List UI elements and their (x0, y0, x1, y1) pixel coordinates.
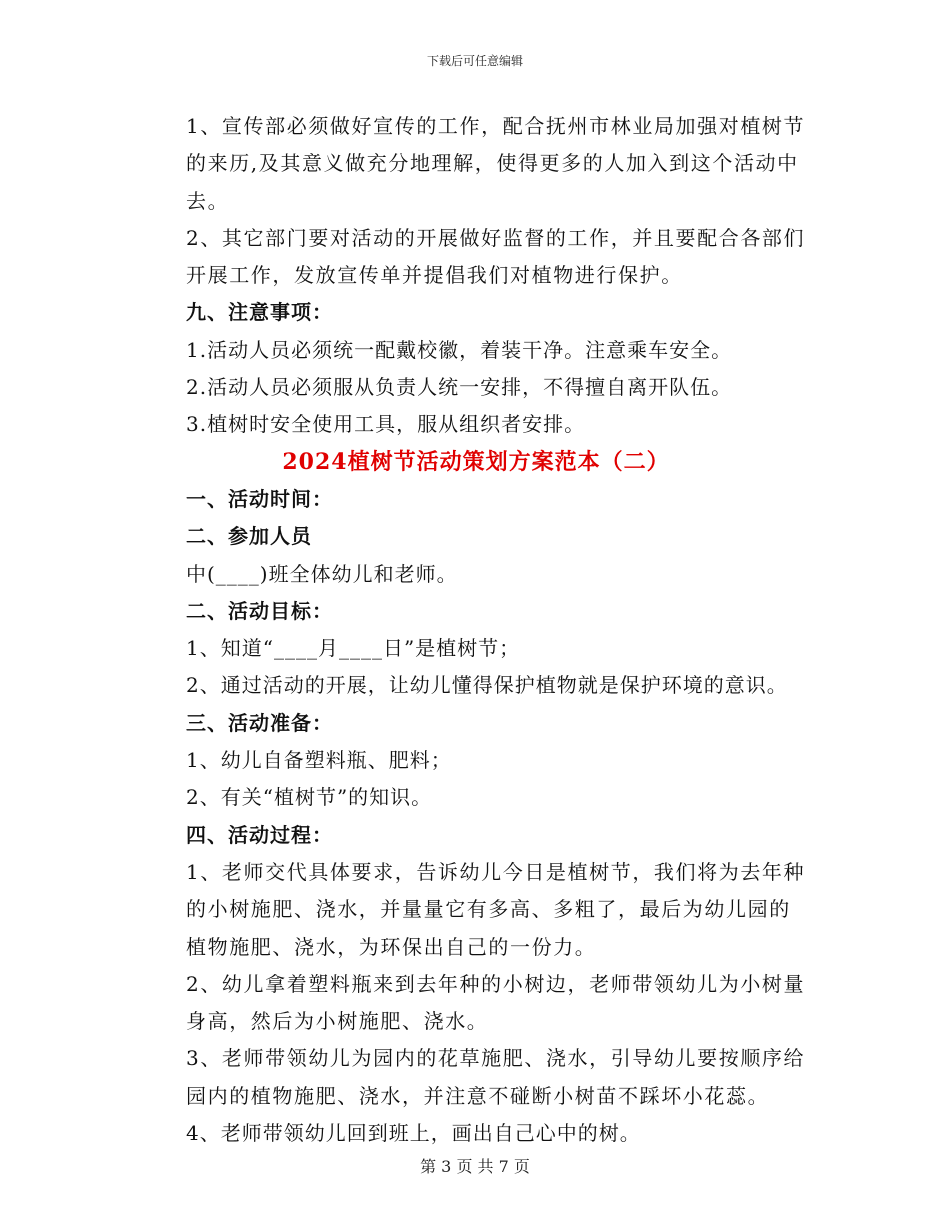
preparation-item-1: 1、幼儿自备塑料瓶、肥料； (186, 748, 452, 773)
process-item-2: 2、幼儿拿着塑料瓶来到去年种的小树边，老师带领幼儿为小树量身高，然后为小树施肥、浇水。 (186, 971, 806, 1034)
document-body (142, 108, 810, 1152)
page-footer: 第 3 页 共 7 页 (420, 1157, 530, 1176)
process-item-4: 4、老师带领幼儿回到班上，画出自己心中的树。 (186, 1121, 641, 1146)
section-heading-goals: 二、活动目标： (186, 598, 333, 623)
goal-item-1: 1、知道“____月____日”是植树节； (186, 636, 521, 661)
page-header: 下载后可任意编辑 (426, 54, 523, 68)
note-item-1: 1.活动人员必须统一配戴校徽，着装干净。注意乘车安全。 (186, 337, 733, 362)
process-item-1: 1、老师交代具体要求，告诉幼儿今日是植树节，我们将为去年种的小树施肥、浇水，并量量它有多高、多粗了，最后为幼儿园的植物施肥、浇水，为环保出自己的一份力。 (186, 859, 806, 959)
paragraph-supervision: 2、其它部门要对活动的开展做好监督的工作，并且要配合各部们开展工作，发放宣传单并提倡我们对植物进行保护。 (186, 225, 806, 288)
section-heading-notes: 九、注意事项： (186, 300, 333, 325)
preparation-item-2: 2、有关“植树节”的知识。 (186, 785, 433, 810)
section-heading-time: 一、活动时间： (186, 486, 333, 511)
note-item-3: 3.植树时安全使用工具，服从组织者安排。 (186, 412, 586, 437)
participants-text: 中(____)班全体幼儿和老师。 (186, 561, 458, 586)
section-heading-process: 四、活动过程： (186, 822, 333, 847)
note-item-2: 2.活动人员必须服从负责人统一安排，不得擅自离开队伍。 (186, 375, 733, 400)
section-heading-participants: 二、参加人员 (186, 524, 312, 549)
section-heading-preparation: 三、活动准备： (186, 710, 333, 735)
goal-item-2: 2、通过活动的开展，让幼儿懂得保护植物就是保护环境的意识。 (186, 673, 788, 698)
document-title: 2024植树节活动策划方案范本（二） (282, 448, 670, 475)
paragraph-publicity: 1、宣传部必须做好宣传的工作，配合抚州市林业局加强对植树节的来历,及其意义做充分地理解，使得更多的人加入到这个活动中去。 (186, 114, 806, 213)
process-item-3: 3、老师带领幼儿为园内的花草施肥、浇水，引导幼儿要按顺序给园内的植物施肥、浇水，并注意不碰断小树苗不踩坏小花蕊。 (186, 1046, 806, 1108)
